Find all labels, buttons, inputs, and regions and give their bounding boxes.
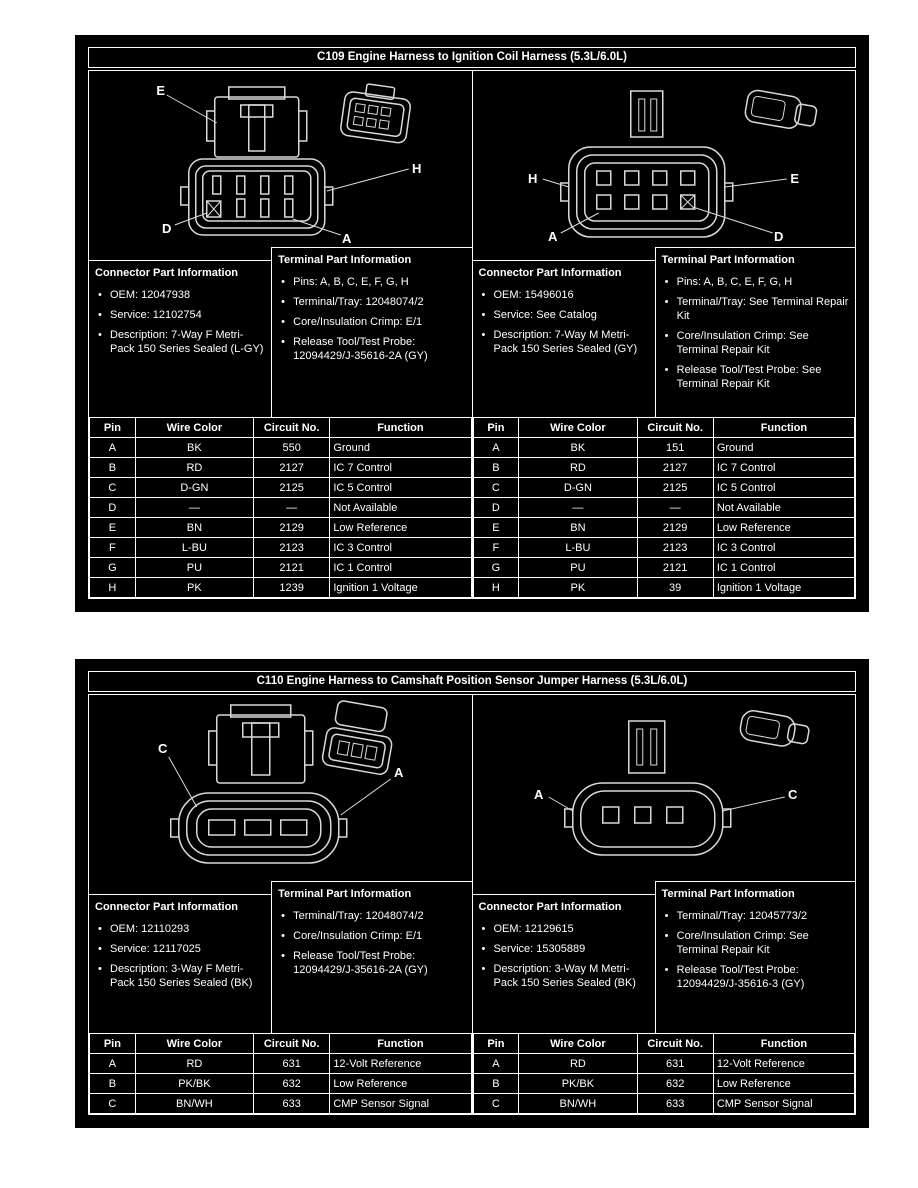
function-cell: Not Available [713, 498, 854, 518]
pin-cell: B [90, 1074, 136, 1094]
wire-color-cell: — [135, 498, 253, 518]
pin-cell: B [90, 458, 136, 478]
leader-line [327, 169, 409, 191]
wire-color-cell: RD [519, 1054, 637, 1074]
connector-part-info-heading: Connector Part Information [95, 267, 239, 279]
terminal-part-info-heading: Terminal Part Information [661, 254, 795, 266]
pin-label: A [342, 231, 352, 246]
wire-color-cell: PK [135, 578, 253, 598]
part-info-section [473, 881, 856, 1033]
info-item: • OEM: 12110293 [93, 922, 265, 936]
terminal-part-info [271, 247, 471, 417]
info-item: • Service: See Catalog [477, 308, 649, 322]
info-item: • Description: 3-Way M Metri-Pack 150 Series Sealed (BK) [477, 962, 649, 990]
connector-part-info-heading: Connector Part Information [478, 267, 622, 279]
wire-color-cell: RD [519, 458, 637, 478]
pin-cell: C [90, 1094, 136, 1114]
terminal-part-info-list [660, 909, 849, 991]
col-header-function: Function [713, 1034, 854, 1054]
part-info-section [89, 881, 472, 1033]
function-cell: IC 5 Control [330, 478, 471, 498]
pin-cavity [209, 820, 235, 835]
connector-diagram-female [89, 695, 472, 881]
connector-column-female [89, 695, 472, 1114]
connector-part-info [473, 260, 655, 417]
connector-part-info [89, 894, 271, 1033]
part-info-section [473, 247, 856, 417]
col-header-pin: Pin [473, 418, 519, 438]
table-row [473, 1054, 855, 1074]
function-cell: 12-Volt Reference [330, 1054, 471, 1074]
pinout-table [89, 417, 472, 598]
table-header-row [473, 1034, 855, 1054]
pin-cell: C [473, 1094, 519, 1114]
panel-title: C110 Engine Harness to Camshaft Position Sensor Jumper Harness (5.3L/6.0L) [88, 671, 856, 692]
pin-cell: B [473, 1074, 519, 1094]
info-item: • Description: 7-Way M Metri-Pack 150 Series Sealed (GY) [477, 328, 649, 356]
circuit-no-cell: 550 [254, 438, 330, 458]
wire-color-cell: BN/WH [519, 1094, 637, 1114]
circuit-no-cell: 2121 [254, 558, 330, 578]
wire-color-cell: L-BU [135, 538, 253, 558]
mating-connector-3d [738, 709, 810, 750]
connector-part-info-heading: Connector Part Information [478, 901, 622, 913]
info-item: • Pins: A, B, C, E, F, G, H [660, 275, 849, 289]
col-header-circuit-no: Circuit No. [637, 1034, 713, 1054]
connector-part-info [89, 260, 271, 417]
wire-color-cell: — [519, 498, 637, 518]
pin-label: E [789, 171, 799, 186]
pin-cavity [596, 195, 610, 209]
connector-face-drawing [473, 695, 856, 881]
connector-rear-view [207, 87, 307, 157]
info-item: • Pins: A, B, C, E, F, G, H [276, 275, 465, 289]
circuit-no-cell: 2125 [637, 478, 713, 498]
pin-cavity [624, 171, 638, 185]
table-row [90, 1074, 472, 1094]
connector-part-info-list [477, 922, 649, 990]
col-header-function: Function [330, 1034, 471, 1054]
terminal-part-info-heading: Terminal Part Information [661, 888, 795, 900]
info-item: • Release Tool/Test Probe: 12094429/J-35616-2A (GY) [276, 949, 465, 977]
circuit-no-cell: 1239 [254, 578, 330, 598]
terminal-part-info-heading: Terminal Part Information [278, 888, 412, 900]
mating-connector-3d [340, 81, 413, 144]
terminal-part-info [655, 247, 855, 417]
pin-cavity [237, 176, 245, 194]
terminal-part-info-list [276, 275, 465, 363]
connector-diagram-female [89, 71, 472, 247]
table-row [473, 478, 855, 498]
wire-color-cell: BK [519, 438, 637, 458]
pin-cavity [624, 195, 638, 209]
connector-column-male [472, 695, 856, 1114]
wire-color-cell: RD [135, 1054, 253, 1074]
part-info-section [89, 247, 472, 417]
info-item: • Core/Insulation Crimp: E/1 [276, 315, 465, 329]
terminal-part-info-heading: Terminal Part Information [278, 254, 412, 266]
excluded-cavity-x [207, 201, 221, 217]
pin-cell: A [473, 438, 519, 458]
pin-cell: E [90, 518, 136, 538]
connector-panel-c109 [75, 35, 869, 612]
pin-label: A [394, 765, 404, 780]
info-item: • OEM: 12129615 [477, 922, 649, 936]
circuit-no-cell: — [254, 498, 330, 518]
leader-line [175, 213, 207, 225]
wire-color-cell: PK/BK [519, 1074, 637, 1094]
circuit-no-cell: 151 [637, 438, 713, 458]
excluded-cavity-x [680, 195, 694, 209]
circuit-no-cell: — [637, 498, 713, 518]
info-item: • OEM: 12047938 [93, 288, 265, 302]
table-row [90, 438, 472, 458]
connector-part-info-list [93, 288, 265, 356]
circuit-no-cell: 632 [637, 1074, 713, 1094]
wire-color-cell: D-GN [519, 478, 637, 498]
panel-title: C109 Engine Harness to Ignition Coil Harness (5.3L/6.0L) [88, 47, 856, 68]
col-header-wire-color: Wire Color [519, 1034, 637, 1054]
function-cell: IC 3 Control [713, 538, 854, 558]
wire-color-cell: PU [135, 558, 253, 578]
pin-cell: G [90, 558, 136, 578]
function-cell: Ground [330, 438, 471, 458]
col-header-pin: Pin [90, 1034, 136, 1054]
table-row [90, 1094, 472, 1114]
circuit-no-cell: 2127 [637, 458, 713, 478]
function-cell: Ground [713, 438, 854, 458]
info-item: • Service: 12102754 [93, 308, 265, 322]
info-item: • Terminal/Tray: 12045773/2 [660, 909, 849, 923]
circuit-no-cell: 2129 [254, 518, 330, 538]
pin-cell: E [473, 518, 519, 538]
pin-cell: H [473, 578, 519, 598]
connector-face-drawing [89, 695, 472, 881]
circuit-no-cell: 2125 [254, 478, 330, 498]
table-row [473, 538, 855, 558]
connector-part-info-list [93, 922, 265, 990]
connector-rear-view [209, 705, 313, 783]
info-item: • Service: 12117025 [93, 942, 265, 956]
function-cell: IC 7 Control [713, 458, 854, 478]
table-header-row [90, 1034, 472, 1054]
table-row [90, 1054, 472, 1074]
wire-color-cell: L-BU [519, 538, 637, 558]
col-header-function: Function [713, 418, 854, 438]
function-cell: IC 3 Control [330, 538, 471, 558]
circuit-no-cell: 2127 [254, 458, 330, 478]
table-row [473, 1094, 855, 1114]
function-cell: IC 7 Control [330, 458, 471, 478]
pin-cell: A [90, 438, 136, 458]
function-cell: IC 1 Control [330, 558, 471, 578]
function-cell: Low Reference [330, 1074, 471, 1094]
col-header-pin: Pin [90, 418, 136, 438]
pin-label: H [412, 161, 422, 176]
table-row [90, 538, 472, 558]
mating-connector-3d [321, 699, 397, 775]
pin-cavity [285, 199, 293, 217]
pinout-table [473, 1033, 856, 1114]
pin-cavity [652, 195, 666, 209]
connector-part-info [473, 894, 655, 1033]
wire-color-cell: BN [519, 518, 637, 538]
wire-color-cell: D-GN [135, 478, 253, 498]
pin-label: C [787, 787, 797, 802]
leader-line [167, 95, 217, 123]
pin-cavity [261, 199, 269, 217]
connector-lock-tower [630, 91, 662, 137]
wire-color-cell: PU [519, 558, 637, 578]
info-item: • Release Tool/Test Probe: 12094429/J-35616-2A (GY) [276, 335, 465, 363]
pin-cell: H [90, 578, 136, 598]
leader-line [724, 179, 786, 187]
table-row [473, 458, 855, 478]
connector-face-drawing [89, 71, 472, 247]
pin-label: E [156, 83, 166, 98]
info-item: • Release Tool/Test Probe: 12094429/J-35616-3 (GY) [660, 963, 849, 991]
circuit-no-cell: 39 [637, 578, 713, 598]
leader-line [722, 797, 784, 811]
pin-cavity [213, 176, 221, 194]
pin-cavity [634, 807, 650, 823]
pin-cavity [680, 171, 694, 185]
function-cell: Low Reference [330, 518, 471, 538]
table-row [90, 578, 472, 598]
pin-cell: D [90, 498, 136, 518]
function-cell: Ignition 1 Voltage [713, 578, 854, 598]
wire-color-cell: BK [135, 438, 253, 458]
col-header-circuit-no: Circuit No. [637, 418, 713, 438]
pin-cavity [281, 820, 307, 835]
function-cell: IC 5 Control [713, 478, 854, 498]
connector-face-view [564, 783, 730, 855]
leader-line [548, 797, 572, 811]
pin-label: H [527, 171, 537, 186]
col-header-pin: Pin [473, 1034, 519, 1054]
table-row [473, 578, 855, 598]
pinout-table [89, 1033, 472, 1114]
info-item: • Release Tool/Test Probe: See Terminal Repair Kit [660, 363, 849, 391]
terminal-part-info [655, 881, 855, 1033]
terminal-part-info-list [276, 909, 465, 977]
info-item: • Description: 7-Way F Metri-Pack 150 Series Sealed (L-GY) [93, 328, 265, 356]
panel-content [88, 70, 856, 599]
pin-cell: F [90, 538, 136, 558]
connector-panel-c110 [75, 659, 869, 1128]
circuit-no-cell: 2123 [637, 538, 713, 558]
pin-cavity [602, 807, 618, 823]
mating-connector-3d [743, 89, 817, 133]
function-cell: Not Available [330, 498, 471, 518]
circuit-no-cell: 2123 [254, 538, 330, 558]
pin-cavity [245, 820, 271, 835]
connector-part-info-heading: Connector Part Information [95, 901, 239, 913]
table-row [90, 518, 472, 538]
connector-part-info-list [477, 288, 649, 356]
table-row [473, 498, 855, 518]
info-item: • Service: 15305889 [477, 942, 649, 956]
circuit-no-cell: 633 [637, 1094, 713, 1114]
circuit-no-cell: 632 [254, 1074, 330, 1094]
table-row [90, 458, 472, 478]
circuit-no-cell: 2129 [637, 518, 713, 538]
wire-color-cell: RD [135, 458, 253, 478]
connector-face-view [560, 147, 732, 237]
wire-color-cell: BN [135, 518, 253, 538]
panel-content [88, 694, 856, 1115]
terminal-part-info-list [660, 275, 849, 392]
wire-color-cell: PK/BK [135, 1074, 253, 1094]
col-header-circuit-no: Circuit No. [254, 1034, 330, 1054]
table-header-row [473, 418, 855, 438]
pin-cell: D [473, 498, 519, 518]
pin-cavity [596, 171, 610, 185]
pin-cell: B [473, 458, 519, 478]
circuit-no-cell: 2121 [637, 558, 713, 578]
wire-color-cell: BN/WH [135, 1094, 253, 1114]
leader-line [169, 757, 197, 807]
pin-cavity [261, 176, 269, 194]
info-item: • Core/Insulation Crimp: E/1 [276, 929, 465, 943]
info-item: • Core/Insulation Crimp: See Terminal Repair Kit [660, 329, 849, 357]
function-cell: Low Reference [713, 1074, 854, 1094]
table-row [90, 498, 472, 518]
circuit-no-cell: 633 [254, 1094, 330, 1114]
info-item: • Description: 3-Way F Metri-Pack 150 Series Sealed (BK) [93, 962, 265, 990]
function-cell: Ignition 1 Voltage [330, 578, 471, 598]
circuit-no-cell: 631 [637, 1054, 713, 1074]
pin-cell: A [90, 1054, 136, 1074]
function-cell: 12-Volt Reference [713, 1054, 854, 1074]
info-item: • Terminal/Tray: 12048074/2 [276, 295, 465, 309]
pinout-table [473, 417, 856, 598]
table-row [473, 518, 855, 538]
info-item: • Terminal/Tray: 12048074/2 [276, 909, 465, 923]
table-row [90, 558, 472, 578]
col-header-wire-color: Wire Color [519, 418, 637, 438]
circuit-no-cell: 631 [254, 1054, 330, 1074]
wire-color-cell: PK [519, 578, 637, 598]
info-item: • Terminal/Tray: See Terminal Repair Kit [660, 295, 849, 323]
connector-face-view [181, 159, 333, 235]
connector-lock-tower [628, 721, 664, 773]
connector-face-view [171, 793, 347, 863]
col-header-circuit-no: Circuit No. [254, 418, 330, 438]
pin-label: C [158, 741, 168, 756]
info-item: • OEM: 15496016 [477, 288, 649, 302]
connector-column-female [89, 71, 472, 598]
pin-cavity [652, 171, 666, 185]
pin-cell: F [473, 538, 519, 558]
terminal-part-info [271, 881, 471, 1033]
pin-cell: C [90, 478, 136, 498]
col-header-wire-color: Wire Color [135, 418, 253, 438]
leader-line [560, 213, 598, 233]
pin-label: D [773, 229, 783, 244]
pin-label: A [547, 229, 557, 244]
function-cell: CMP Sensor Signal [330, 1094, 471, 1114]
col-header-wire-color: Wire Color [135, 1034, 253, 1054]
pin-label: A [533, 787, 543, 802]
pin-label: D [162, 221, 172, 236]
table-row [473, 438, 855, 458]
pin-cell: C [473, 478, 519, 498]
pin-cell: A [473, 1054, 519, 1074]
table-row [90, 478, 472, 498]
table-row [473, 558, 855, 578]
pin-cavity [237, 199, 245, 217]
function-cell: Low Reference [713, 518, 854, 538]
pin-cell: G [473, 558, 519, 578]
connector-face-drawing [473, 71, 856, 247]
leader-line [341, 779, 391, 815]
col-header-function: Function [330, 418, 471, 438]
info-item: • Core/Insulation Crimp: See Terminal Repair Kit [660, 929, 849, 957]
table-row [473, 1074, 855, 1094]
pin-cavity [285, 176, 293, 194]
pin-cavity [666, 807, 682, 823]
connector-diagram-male [473, 71, 856, 247]
table-header-row [90, 418, 472, 438]
function-cell: CMP Sensor Signal [713, 1094, 854, 1114]
connector-diagram-male [473, 695, 856, 881]
function-cell: IC 1 Control [713, 558, 854, 578]
connector-column-male [472, 71, 856, 598]
